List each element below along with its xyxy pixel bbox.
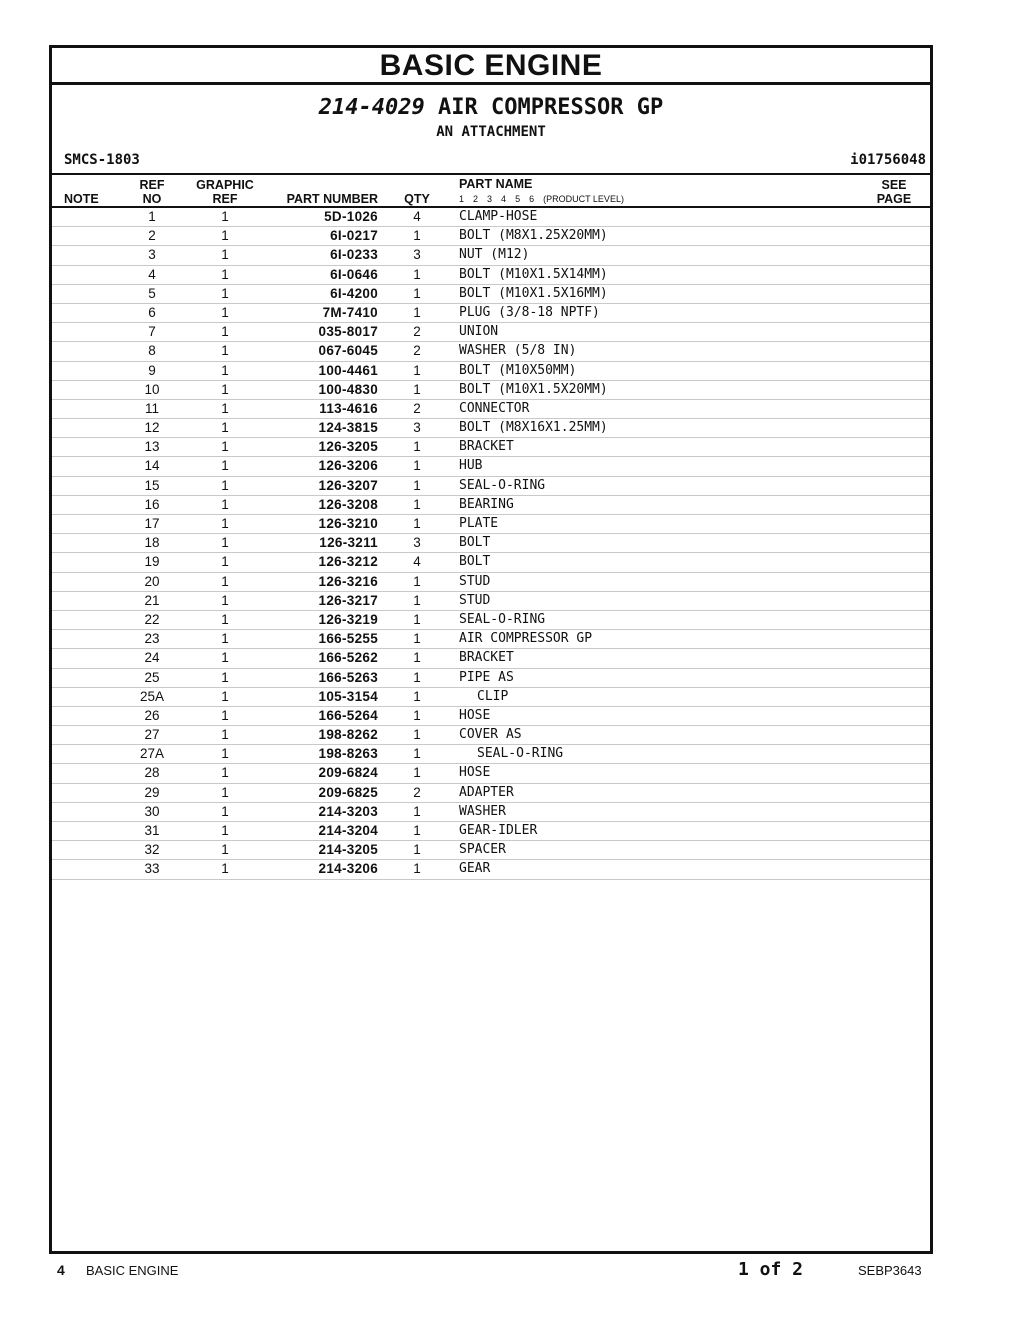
table-row	[52, 438, 930, 457]
footer-section: BASIC ENGINE	[86, 1263, 179, 1278]
quantity: 1	[413, 496, 421, 512]
part-name: GEAR-IDLER	[459, 823, 538, 838]
group-name: AIR COMPRESSOR GP	[438, 95, 664, 120]
graphic-ref: 1	[221, 861, 229, 877]
part-number: 126-3216	[318, 573, 378, 589]
ref-no: 27	[144, 727, 160, 743]
quantity: 2	[413, 343, 421, 359]
part-number: 6I-0646	[330, 266, 378, 282]
part-number: 209-6824	[318, 765, 378, 781]
table-row	[52, 630, 930, 649]
graphic-ref: 1	[221, 669, 229, 685]
part-number: 100-4830	[318, 381, 378, 397]
graphic-ref: 1	[221, 324, 229, 340]
quantity: 1	[413, 842, 421, 858]
section-title: BASIC ENGINE	[52, 48, 930, 85]
quantity: 1	[413, 266, 421, 282]
graphic-ref: 1	[221, 400, 229, 416]
ref-no: 16	[144, 496, 160, 512]
part-name: WASHER (5/8 IN)	[459, 343, 577, 359]
graphic-ref: 1	[221, 727, 229, 743]
part-number: 126-3205	[318, 439, 378, 455]
part-number: 166-5255	[318, 631, 378, 647]
graphic-ref: 1	[221, 285, 229, 301]
graphic-ref: 1	[221, 439, 229, 455]
col-see-top: SEE	[881, 178, 907, 192]
table-row	[52, 803, 930, 822]
part-number: 113-4616	[319, 400, 378, 416]
graphic-ref: 1	[221, 688, 229, 704]
ref-no: 18	[144, 535, 160, 551]
quantity: 1	[413, 362, 421, 378]
part-number: 7M-7410	[322, 304, 378, 320]
ref-no: 22	[144, 611, 160, 627]
smcs-code: SMCS-1803	[64, 152, 140, 168]
part-number: 214-3204	[318, 823, 378, 838]
quantity: 3	[413, 420, 421, 436]
part-number: 214-3206	[318, 861, 378, 877]
part-name: BOLT (M8X1.25X20MM)	[459, 228, 608, 244]
table-row	[52, 764, 930, 783]
graphic-ref: 1	[221, 266, 229, 282]
ref-no: 7	[148, 324, 156, 340]
part-number: 067-6045	[318, 343, 378, 359]
part-number: 126-3210	[318, 516, 378, 531]
level-6: 6	[529, 194, 535, 204]
graphic-ref: 1	[221, 784, 229, 800]
table-row	[52, 285, 930, 304]
quantity: 1	[413, 592, 421, 608]
table-header	[52, 175, 930, 208]
part-number: 126-3219	[318, 611, 378, 627]
part-name: ADAPTER	[459, 784, 514, 800]
quantity: 4	[413, 554, 421, 570]
table-row	[52, 477, 930, 496]
group-title	[52, 95, 930, 121]
table-row	[52, 688, 930, 707]
table-row	[52, 457, 930, 476]
ref-no: 33	[144, 861, 160, 877]
ref-no: 20	[144, 573, 160, 589]
page-number: 4	[57, 1262, 65, 1278]
level-5: 5	[515, 194, 521, 204]
table-row	[52, 841, 930, 860]
part-name: COVER AS	[459, 727, 522, 743]
graphic-ref: 1	[221, 746, 229, 762]
product-levels	[459, 192, 633, 206]
part-name: BOLT	[459, 554, 491, 570]
part-name: GEAR	[459, 861, 491, 877]
ref-no: 6	[148, 304, 156, 320]
part-number: 124-3815	[318, 420, 378, 436]
graphic-ref: 1	[221, 228, 229, 244]
quantity: 1	[413, 477, 421, 493]
quantity: 1	[413, 516, 421, 531]
table-row	[52, 400, 930, 419]
quantity: 1	[413, 765, 421, 781]
graphic-ref: 1	[221, 381, 229, 397]
ref-no: 25A	[139, 688, 165, 704]
part-name: UNION	[459, 324, 499, 340]
part-name: WASHER	[459, 803, 506, 819]
part-number: 166-5264	[318, 707, 378, 723]
ref-no: 14	[144, 458, 160, 474]
ref-no: 1	[148, 209, 156, 224]
table-row	[52, 208, 930, 227]
graphic-ref: 1	[221, 592, 229, 608]
quantity: 1	[413, 228, 421, 244]
part-number: 6I-4200	[330, 285, 378, 301]
ref-no: 21	[144, 592, 160, 608]
table-row	[52, 304, 930, 323]
part-number: 6I-0233	[330, 247, 378, 263]
quantity: 4	[413, 209, 421, 224]
document-number: SEBP3643	[858, 1263, 922, 1278]
part-number: 6I-0217	[330, 228, 378, 244]
table-row	[52, 784, 930, 803]
ref-no: 31	[144, 823, 160, 838]
part-name: SPACER	[459, 842, 506, 858]
graphic-ref: 1	[221, 803, 229, 819]
table-row	[52, 419, 930, 438]
table-row	[52, 745, 930, 764]
table-row	[52, 362, 930, 381]
part-number: 214-3205	[318, 842, 378, 858]
codes-bar	[52, 149, 930, 175]
graphic-ref: 1	[221, 573, 229, 589]
quantity: 1	[413, 688, 421, 704]
table-row	[52, 860, 930, 879]
part-number: 5D-1026	[324, 209, 378, 224]
quantity: 1	[413, 803, 421, 819]
ref-no: 17	[144, 516, 160, 531]
ref-no: 5	[148, 285, 156, 301]
table-row	[52, 266, 930, 285]
col-ref-bottom: NO	[142, 192, 162, 206]
table-row	[52, 534, 930, 553]
quantity: 1	[413, 707, 421, 723]
col-part-name: PART NAME	[459, 177, 533, 191]
col-see-bottom: PAGE	[876, 192, 912, 206]
ref-no: 4	[148, 266, 156, 282]
ref-no: 30	[144, 803, 160, 819]
part-name: STUD	[459, 592, 491, 608]
part-name: CONNECTOR	[459, 400, 530, 416]
col-qty: QTY	[404, 192, 430, 206]
table-row	[52, 592, 930, 611]
level-4: 4	[501, 194, 507, 204]
part-number: 126-3207	[318, 477, 378, 493]
part-name: SEAL-O-RING	[459, 611, 546, 627]
graphic-ref: 1	[221, 458, 229, 474]
level-1: 1	[459, 194, 465, 204]
part-number: 214-3203	[318, 803, 378, 819]
table-row	[52, 611, 930, 630]
quantity: 2	[413, 400, 421, 416]
part-name: CLIP	[477, 688, 509, 704]
part-name: BOLT (M10X1.5X14MM)	[459, 266, 608, 282]
ref-no: 23	[144, 631, 160, 647]
parts-table-body	[52, 208, 930, 880]
table-row	[52, 573, 930, 592]
graphic-ref: 1	[221, 554, 229, 570]
part-number: 126-3212	[318, 554, 378, 570]
graphic-ref: 1	[221, 765, 229, 781]
table-row	[52, 515, 930, 534]
part-number: 126-3208	[318, 496, 378, 512]
graphic-ref: 1	[221, 631, 229, 647]
ref-no: 12	[144, 420, 160, 436]
part-name: BOLT (M10X50MM)	[459, 362, 577, 378]
part-name: SEAL-O-RING	[477, 746, 564, 762]
graphic-ref: 1	[221, 420, 229, 436]
group-number: 214-4029	[318, 95, 425, 120]
part-name: BRACKET	[459, 650, 514, 666]
part-number: 166-5262	[318, 650, 378, 666]
table-row	[52, 553, 930, 572]
quantity: 1	[413, 285, 421, 301]
ref-no: 8	[148, 343, 156, 359]
graphic-ref: 1	[221, 343, 229, 359]
graphic-ref: 1	[221, 707, 229, 723]
level-3: 3	[487, 194, 493, 204]
quantity: 3	[413, 535, 421, 551]
ref-no: 27A	[139, 746, 165, 762]
part-name: BOLT	[459, 535, 491, 551]
part-name: HUB	[459, 458, 483, 474]
ref-no: 11	[144, 400, 159, 416]
part-name: NUT (M12)	[459, 247, 530, 263]
group-subtitle: AN ATTACHMENT	[436, 124, 546, 140]
part-name: AIR COMPRESSOR GP	[459, 631, 593, 647]
part-number: 166-5263	[318, 669, 378, 685]
part-name: HOSE	[459, 707, 491, 723]
part-name: BRACKET	[459, 439, 514, 455]
part-name: CLAMP-HOSE	[459, 209, 538, 224]
quantity: 1	[413, 823, 421, 838]
part-name: STUD	[459, 573, 491, 589]
table-row	[52, 381, 930, 400]
part-name: HOSE	[459, 765, 491, 781]
graphic-ref: 1	[221, 611, 229, 627]
part-name: BOLT (M10X1.5X16MM)	[459, 285, 608, 301]
part-name: BOLT (M8X16X1.25MM)	[459, 420, 608, 436]
ref-no: 25	[144, 669, 160, 685]
col-graphic-top: GRAPHIC	[196, 178, 254, 192]
part-number: 209-6825	[318, 784, 378, 800]
ref-no: 28	[144, 765, 160, 781]
table-row	[52, 669, 930, 688]
graphic-ref: 1	[221, 650, 229, 666]
col-part-number: PART NUMBER	[286, 192, 378, 206]
page-of: 1 of 2	[738, 1259, 804, 1280]
quantity: 1	[413, 381, 421, 397]
quantity: 1	[413, 439, 421, 455]
table-row	[52, 726, 930, 745]
ref-no: 3	[148, 247, 156, 263]
level-2: 2	[473, 194, 479, 204]
quantity: 2	[413, 324, 421, 340]
part-name: BOLT (M10X1.5X20MM)	[459, 381, 608, 397]
quantity: 1	[413, 304, 421, 320]
part-number: 100-4461	[318, 362, 378, 378]
graphic-ref: 1	[221, 496, 229, 512]
ref-no: 15	[144, 477, 160, 493]
graphic-ref: 1	[221, 516, 229, 531]
quantity: 1	[413, 573, 421, 589]
col-ref-top: REF	[139, 178, 165, 192]
table-row	[52, 649, 930, 668]
level-label: (PRODUCT LEVEL)	[543, 194, 624, 204]
table-row	[52, 342, 930, 361]
part-name: PIPE AS	[459, 669, 514, 685]
graphic-ref: 1	[221, 209, 229, 224]
table-row	[52, 323, 930, 342]
ref-no: 9	[148, 362, 156, 378]
quantity: 1	[413, 650, 421, 666]
quantity: 1	[413, 861, 421, 877]
table-row	[52, 707, 930, 726]
ref-no: 26	[144, 707, 160, 723]
table-row	[52, 822, 930, 841]
quantity: 1	[413, 611, 421, 627]
illustration-id: i01756048	[850, 152, 926, 168]
part-name: PLUG (3/8-18 NPTF)	[459, 304, 600, 320]
part-number: 198-8263	[318, 746, 378, 762]
table-row	[52, 496, 930, 515]
ref-no: 32	[144, 842, 160, 858]
quantity: 1	[413, 458, 421, 474]
quantity: 1	[413, 631, 421, 647]
ref-no: 29	[144, 784, 160, 800]
graphic-ref: 1	[221, 842, 229, 858]
part-number: 105-3154	[318, 688, 378, 704]
graphic-ref: 1	[221, 362, 229, 378]
ref-no: 24	[144, 650, 160, 666]
part-name: SEAL-O-RING	[459, 477, 546, 493]
quantity: 3	[413, 247, 421, 263]
graphic-ref: 1	[221, 304, 229, 320]
part-name: PLATE	[459, 516, 499, 531]
part-number: 126-3211	[319, 535, 378, 551]
quantity: 1	[413, 727, 421, 743]
ref-no: 19	[144, 554, 160, 570]
graphic-ref: 1	[221, 247, 229, 263]
quantity: 1	[413, 669, 421, 685]
table-row	[52, 227, 930, 246]
part-number: 035-8017	[318, 324, 378, 340]
ref-no: 13	[144, 439, 160, 455]
ref-no: 10	[144, 381, 160, 397]
part-number: 126-3217	[318, 592, 378, 608]
part-number: 198-8262	[318, 727, 378, 743]
quantity: 2	[413, 784, 421, 800]
part-name: BEARING	[459, 496, 514, 512]
page-footer	[0, 1258, 1020, 1282]
graphic-ref: 1	[221, 823, 229, 838]
part-number: 126-3206	[318, 458, 378, 474]
table-row	[52, 246, 930, 265]
quantity: 1	[413, 746, 421, 762]
parts-list-frame	[49, 45, 933, 1254]
ref-no: 2	[148, 228, 156, 244]
col-graphic-bottom: REF	[212, 192, 238, 206]
col-note: NOTE	[64, 192, 99, 206]
graphic-ref: 1	[221, 477, 229, 493]
graphic-ref: 1	[221, 535, 229, 551]
